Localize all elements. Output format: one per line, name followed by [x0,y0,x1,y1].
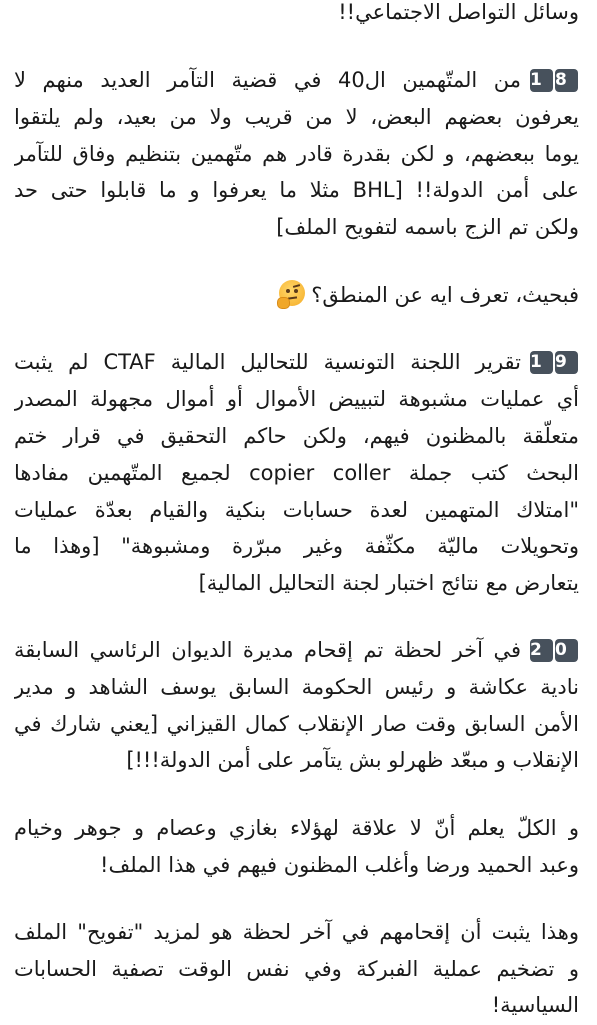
text-line [14,379,579,419]
text-line [14,453,579,493]
text-line [14,60,579,100]
line-text: يوما ببعضهم، و لكن بقدرة قادر هم متّهمين بتنظيم وفاق للتآمر [14,142,579,166]
keycap-digit: 0 [555,639,578,662]
text-line [14,0,579,32]
text-line [14,845,579,885]
text-line [14,170,579,210]
line-text: و تضخيم عملية الفبركة وفي نفس الوقت تصفية الحسابات [14,957,579,981]
keycap-digit: 9 [555,351,578,374]
number-badge [529,343,579,382]
line-text: يتعارض مع نتائج اختبار لجنة التحاليل المالية] [198,571,579,595]
line-text: و الكلّ يعلم أنّ لا علاقة لهؤلاء بغازي وعصام و جوهر وخيام [14,816,579,840]
text-line [14,808,579,848]
text-line [14,740,579,780]
line-text: السياسية! [491,993,579,1017]
line-text: الإنقلاب و مبعّد ظهرلو بش يتآمر على أمن الدولة!!!] [126,748,579,772]
line-text: "امتلاك المتهمين لعدة حسابات بنكية والقيام بعدّة عمليات [14,498,579,522]
line-text: البحث كتب جملة copier coller لجميع المتّهمين مفادها [14,461,579,485]
line-text: تقرير اللجنة التونسية للتحاليل المالية CTAF لم يثبت [14,350,521,374]
number-badge [529,631,579,670]
text-line [14,342,579,382]
thinking-face-icon [279,280,305,306]
text-line [14,526,579,566]
line-text: وسائل التواصل الاجتماعي!! [338,0,579,24]
line-text: على أمن الدولة!! [BHL مثلا ما يعرفوا و ما قابلوا حتى حد [14,178,579,202]
text-line [14,97,579,137]
line-text: وعبد الحميد ورضا وأغلب المظنون فيهم في هذا الملف! [100,853,579,877]
line-text: نادية عكاشة و رئيس الحكومة السابق يوسف الشاهد و مدير [14,675,579,699]
line-text: وتحويلات ماليّة مكثّفة وغير مبرّرة ومشبوهة" [وهذا ما [14,534,579,558]
text-line [14,667,579,707]
line-text: وهذا يثبت أن إقحامهم في آخر لحظة هو لمزيد "تفويح" الملف [14,920,579,944]
line-text: متعلّقة بالمظنون فيهم، ولكن حاكم التحقيق في قرار ختم [14,424,579,448]
text-line [14,985,579,1025]
line-text: الأمن السابق وقت صار الإنقلاب كمال القيزاني [يعني شارك في [14,712,579,736]
number-badge [529,61,579,100]
line-text: ولكن تم الزج باسمه لتفويح الملف] [276,215,579,239]
text-line [14,563,579,603]
text-line [14,416,579,456]
keycap-digit: 1 [530,69,553,92]
text-line [14,912,579,952]
text-line [14,490,579,530]
keycap-digit: 2 [530,639,553,662]
text-line [14,630,579,670]
keycap-digit: 1 [530,351,553,374]
line-text: فبحيث، تعرف ايه عن المنطق؟ [311,283,579,307]
text-line [14,207,579,247]
text-line [14,704,579,744]
text-line [14,275,579,315]
keycap-digit: 8 [555,69,578,92]
line-text: في آخر لحظة تم إقحام مديرة الديوان الرئاسي السابقة [14,638,521,662]
text-line [14,134,579,174]
line-text: من المتّهمين ال40 في قضية التآمر العديد منهم لا [14,68,522,92]
line-text: أي عمليات مشبوهة لتبييض الأموال أو أموال مجهولة المصدر [14,387,579,411]
text-line [14,949,579,989]
line-text: يعرفون بعضهم البعض، لا من قريب ولا من بعيد، ولم يلتقوا [14,105,579,129]
